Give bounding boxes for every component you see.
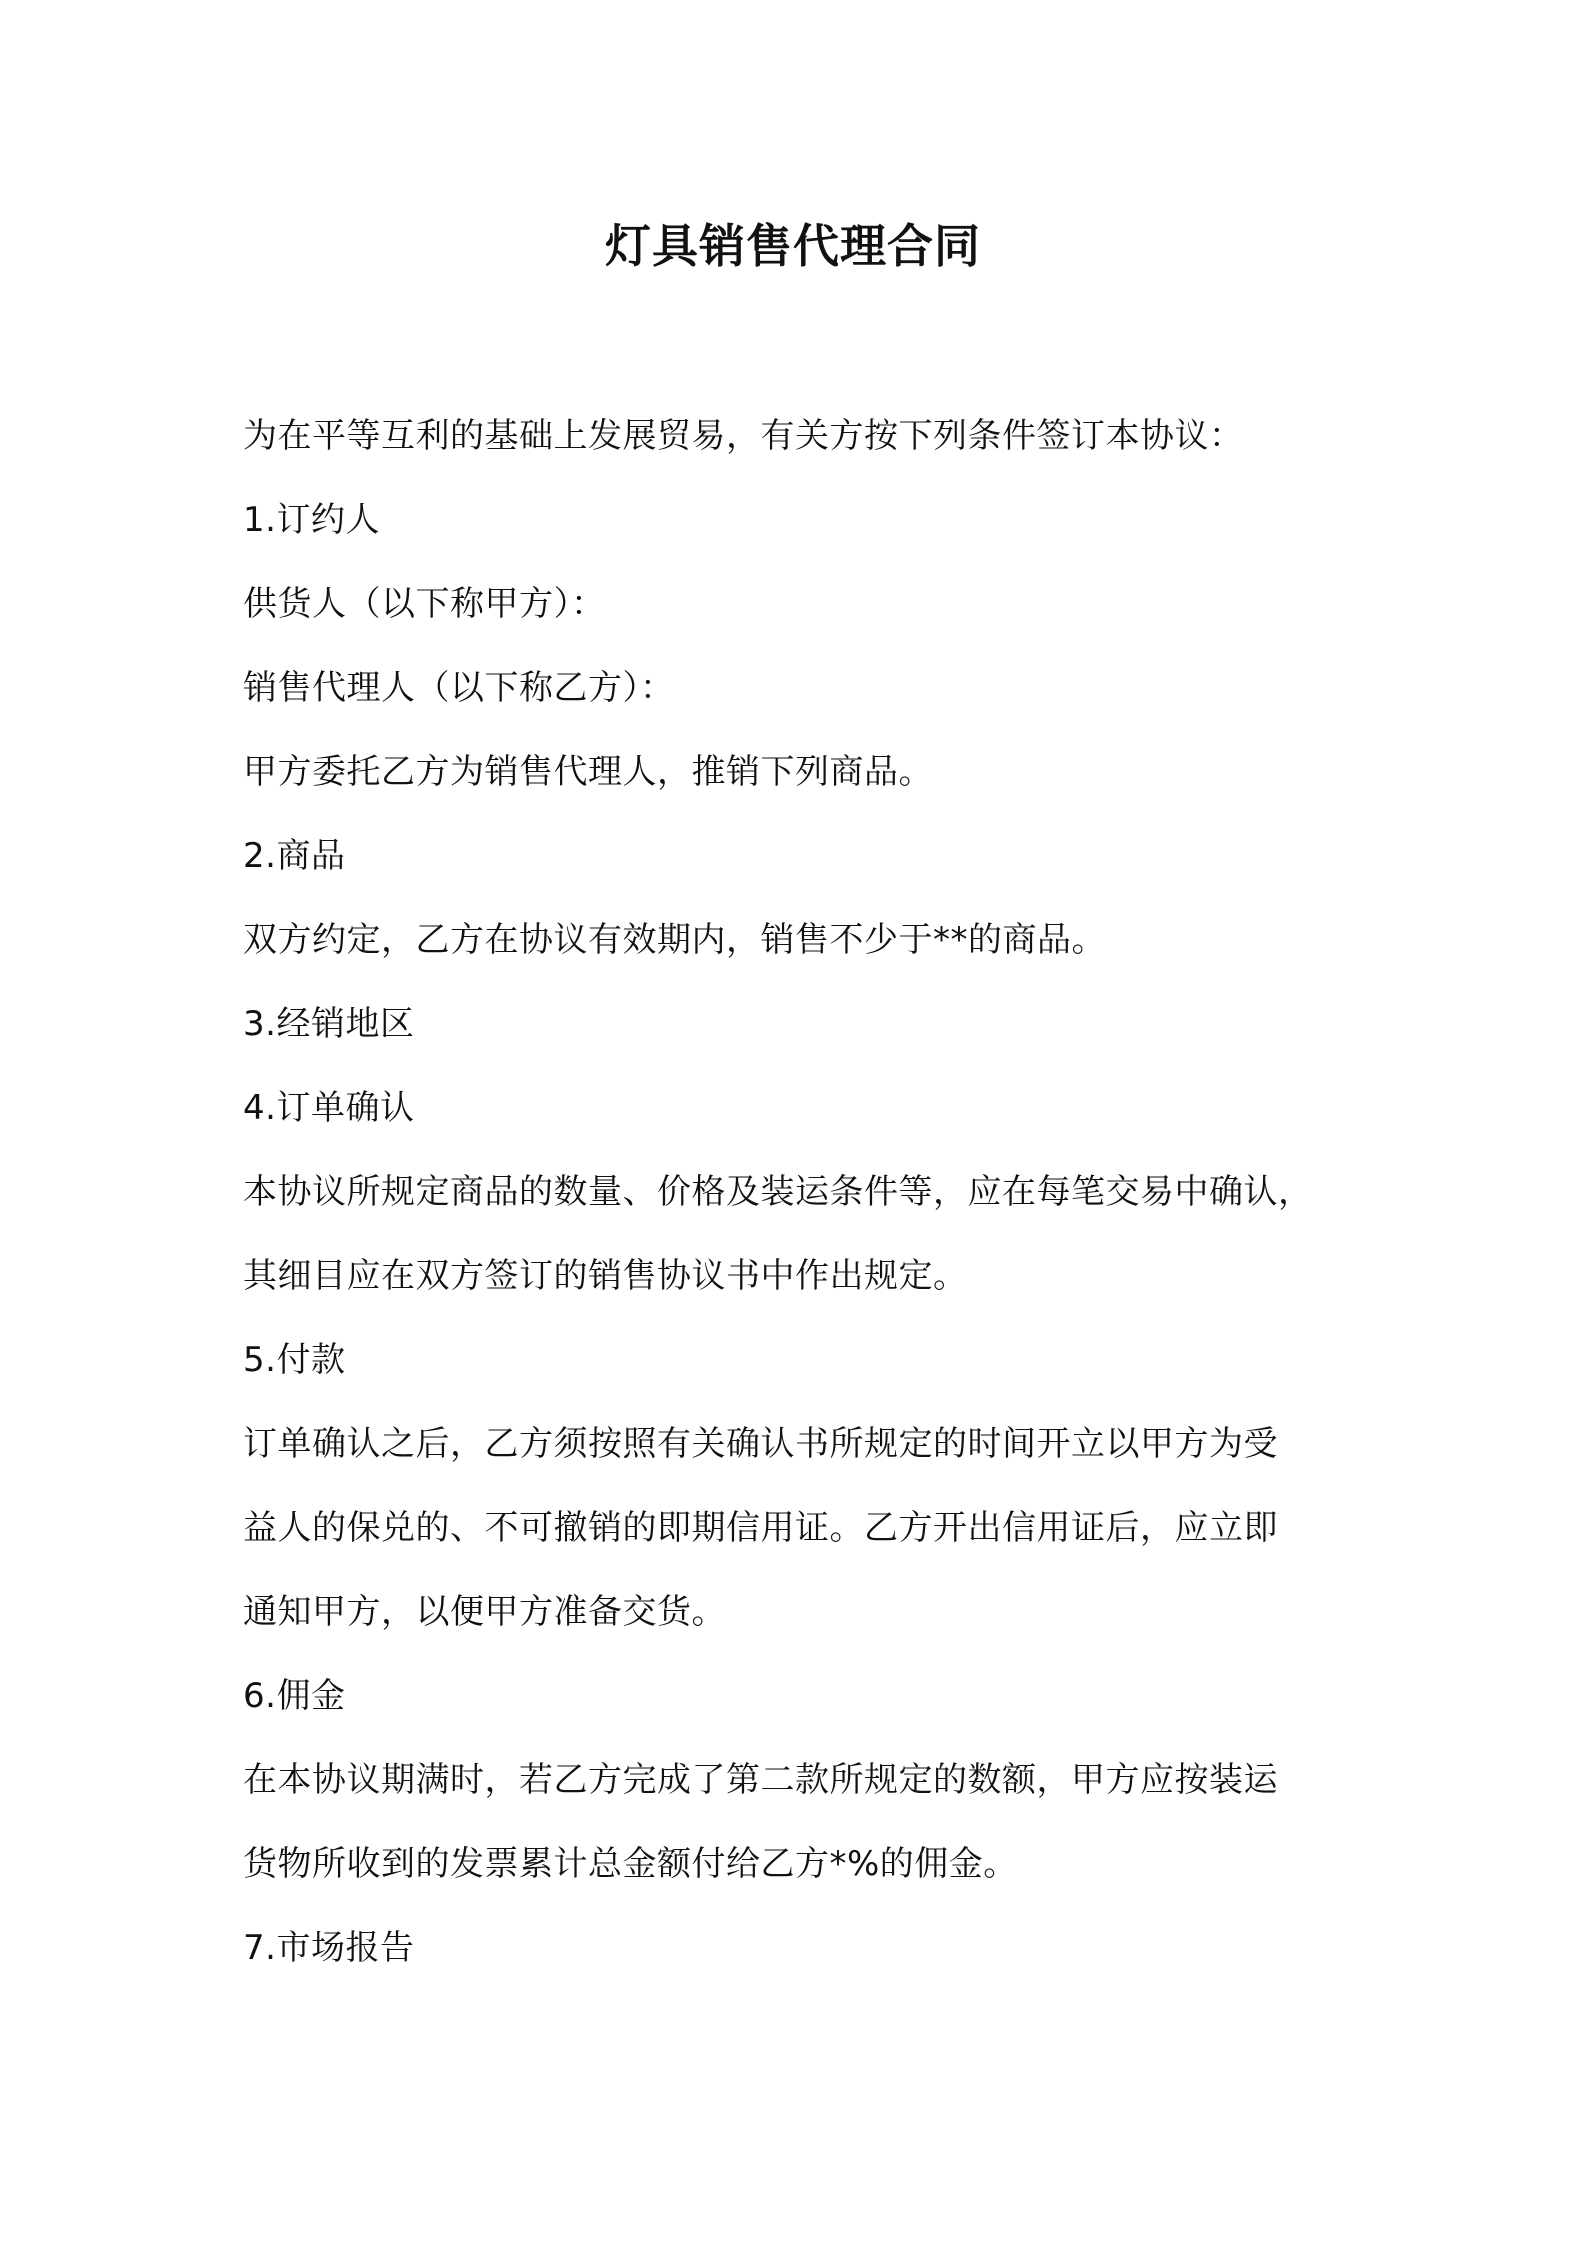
section-heading: 3.经销地区 [243,1004,415,1044]
section-heading: 7.市场报告 [243,1928,415,1968]
section-heading: 6.佣金 [243,1676,346,1716]
paragraph-line: 双方约定，乙方在协议有效期内，销售不少于**的商品。 [243,920,1106,960]
paragraph-line: 其细目应在双方签订的销售协议书中作出规定。 [243,1256,968,1296]
paragraph-line: 订单确认之后，乙方须按照有关确认书所规定的时间开立以甲方为受 [243,1424,1278,1464]
paragraph-line: 甲方委托乙方为销售代理人，推销下列商品。 [243,752,933,792]
paragraph-line: 货物所收到的发票累计总金额付给乙方*%的佣金。 [243,1844,1018,1884]
paragraph-line: 供货人（以下称甲方）： [243,584,606,624]
document-title: 灯具销售代理合同 [605,219,981,273]
paragraph-line: 通知甲方，以便甲方准备交货。 [243,1592,726,1632]
section-heading: 5.付款 [243,1340,346,1380]
paragraph-line: 在本协议期满时，若乙方完成了第二款所规定的数额，甲方应按装运 [243,1760,1278,1800]
paragraph-line: 益人的保兑的、不可撤销的即期信用证。乙方开出信用证后，应立即 [243,1508,1278,1548]
section-heading: 4.订单确认 [243,1088,415,1128]
intro-paragraph: 为在平等互利的基础上发展贸易，有关方按下列条件签订本协议： [243,416,1244,456]
paragraph-line: 销售代理人（以下称乙方）： [243,668,675,708]
section-heading: 2.商品 [243,836,346,876]
paragraph-line: 本协议所规定商品的数量、价格及装运条件等，应在每笔交易中确认， [243,1172,1313,1212]
section-heading: 1.订约人 [243,500,380,540]
